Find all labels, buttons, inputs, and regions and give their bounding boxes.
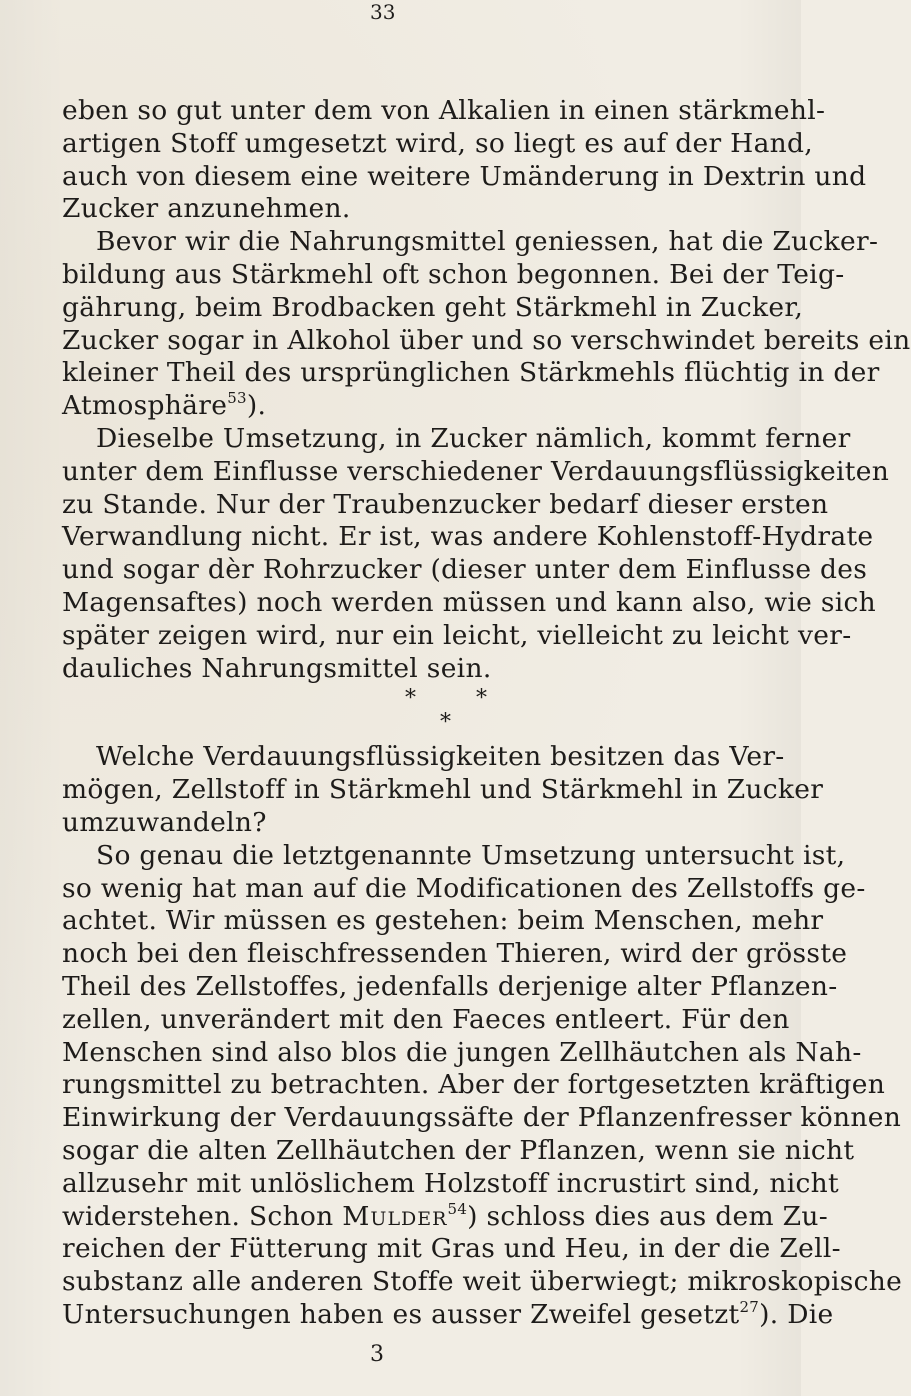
text-line: auch von diesem eine weitere Umänderung in Dextrin und — [62, 160, 867, 192]
section-separator — [62, 681, 752, 741]
text-line: zellen, unverändert mit den Faeces entleert. Für den — [62, 1003, 790, 1035]
text-line: mögen, Zellstoff in Stärkmehl und Stärkmehl in Zucker — [62, 774, 824, 806]
text-line: Verwandlung nicht. Er ist, was andere Kohlenstoff-Hydrate — [62, 521, 874, 553]
text-line: Dieselbe Umsetzung, in Zucker nämlich, kommt ferner — [96, 422, 851, 454]
text-line: Einwirkung der Verdauungssäfte der Pflanzenfresser können — [62, 1102, 902, 1134]
text-line: zu Stande. Nur der Traubenzucker bedarf dieser ersten — [62, 488, 829, 520]
text-line: dauliches Nahrungsmittel sein. — [62, 652, 492, 684]
text-line: so wenig hat man auf die Modificationen des Zellstoffs ge- — [62, 872, 866, 904]
text-line — [62, 1199, 828, 1234]
text-line: artigen Stoff umgesetzt wird, so liegt es auf der Hand, — [62, 127, 814, 159]
text-fragment: ). Die — [759, 1298, 834, 1330]
asterisk: * — [405, 686, 417, 712]
text-line — [62, 1297, 834, 1332]
text-line: Theil des Zellstoffes, jedenfalls derjenige alter Pflanzen- — [62, 970, 838, 1002]
text-line: reichen der Fütterung mit Gras und Heu, in der die Zell- — [62, 1233, 841, 1265]
asterisk: * — [440, 710, 452, 736]
text-line: Menschen sind also blos die jungen Zellhäutchen als Nah- — [62, 1036, 862, 1068]
text-line: bildung aus Stärkmehl oft schon begonnen. Bei der Teig- — [62, 258, 845, 290]
body-text — [62, 95, 911, 1332]
text-line: gährung, beim Brodbacken geht Stärkmehl in Zucker, — [62, 291, 804, 323]
page-number: 33 — [370, 0, 396, 24]
text-line: Magensaftes) noch werden müssen und kann also, wie sich — [62, 586, 876, 618]
text-line: achtet. Wir müssen es gestehen: beim Menschen, mehr — [62, 905, 824, 937]
text-line — [62, 390, 752, 423]
text-fragment: ). — [246, 390, 267, 422]
text-line: noch bei den fleischfressenden Thieren, wird der grösste — [62, 938, 848, 970]
text-line: Bevor wir die Nahrungsmittel geniessen, hat die Zucker- — [96, 226, 879, 258]
footnote-ref: 53 — [227, 389, 247, 408]
text-line: sogar die alten Zellhäutchen der Pflanzen, wenn sie nicht — [62, 1134, 855, 1166]
text-line: rungsmittel zu betrachten. Aber der fortgesetzten kräftigen — [62, 1069, 886, 1101]
text-line: und sogar dèr Rohrzucker (dieser unter dem Einflusse des — [62, 554, 868, 586]
footnote-ref: 54 — [447, 1199, 468, 1218]
footnote-ref: 27 — [739, 1297, 760, 1316]
text-line: umzuwandeln? — [62, 806, 267, 838]
text-line: später zeigen wird, nur ein leicht, vielleicht zu leicht ver- — [62, 619, 852, 651]
asterisk: * — [476, 686, 488, 712]
text-line: substanz alle anderen Stoffe weit überwiegt; mikroskopische — [62, 1266, 903, 1298]
text-line: allzusehr mit unlöslichem Holzstoff incrustirt sind, nicht — [62, 1167, 839, 1199]
text-line: Zucker sogar in Alkohol über und so verschwindet bereits ein — [62, 324, 911, 356]
text-line: kleiner Theil des ursprünglichen Stärkmehls flüchtig in der — [62, 357, 880, 389]
text-line: Zucker anzunehmen. — [62, 193, 351, 225]
text-line: So genau die letztgenannte Umsetzung untersucht ist, — [96, 839, 846, 871]
signature-mark: 3 — [370, 1342, 384, 1367]
text-line: eben so gut unter dem von Alkalien in einen stärkmehl- — [62, 95, 826, 126]
text-fragment: ) schloss dies aus dem Zu- — [467, 1200, 828, 1232]
text-fragment: widerstehen. Schon — [62, 1200, 334, 1232]
text-line: Welche Verdauungsflüssigkeiten besitzen das Ver- — [96, 741, 785, 773]
text-fragment: Atmosphäre — [62, 390, 228, 422]
author-name: Mulder — [342, 1200, 448, 1232]
text-line: unter dem Einflusse verschiedener Verdauungsflüssigkeiten — [62, 455, 890, 487]
text-fragment: Untersuchungen haben es ausser Zweifel gesetzt — [62, 1298, 740, 1330]
